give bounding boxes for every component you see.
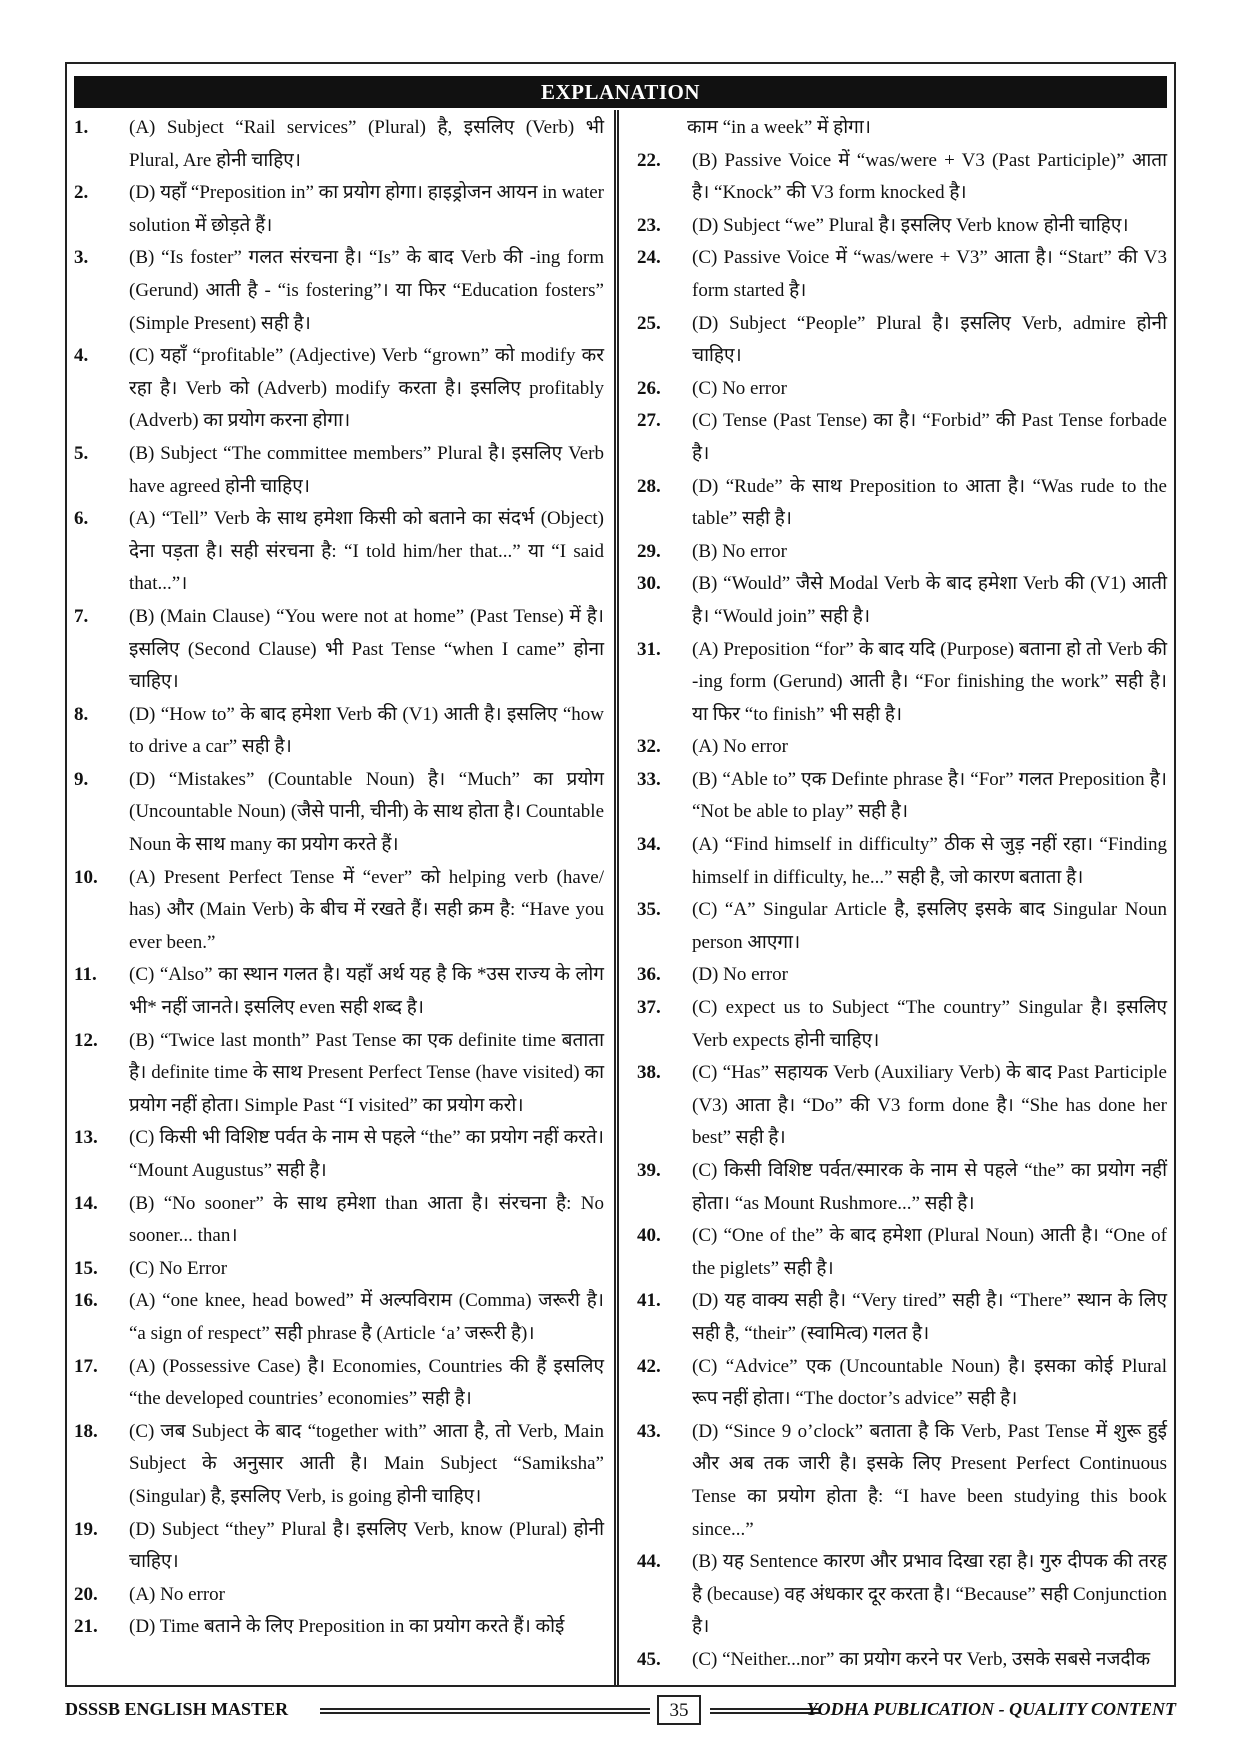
item-text: (B) “Is foster” गलत संरचना है। “Is” के बाद Verb की -ing form (Gerund) आती है - “is fostering”। या फिर “Education fosters” (Simple Present) सही है। [129, 247, 604, 334]
explanation-item [74, 764, 604, 862]
page-footer [65, 1695, 1176, 1729]
item-number: 39. [637, 1160, 661, 1181]
item-number: 16. [74, 1290, 98, 1312]
explanation-item [637, 405, 1167, 470]
item-number: 37. [637, 997, 661, 1019]
item-number: 35. [637, 899, 661, 921]
footer-rule-right [710, 1708, 820, 1714]
explanation-item [74, 959, 604, 1024]
item-text: (A) Present Perfect Tense में “ever” को helping verb (have/ has) और (Main Verb) के बीच में रखते हैं। सही क्रम है: “Have you ever been.” [129, 866, 604, 953]
item-number: 4. [74, 345, 89, 367]
item-text: (B) (Main Clause) “You were not at home” (Past Tense) में है। इसलिए (Second Clause) भी Past Tense “when I came” होना चाहिए। [129, 605, 604, 693]
explanation-item [637, 829, 1167, 894]
footer-rule-left [320, 1708, 650, 1714]
explanation-item [637, 1155, 1167, 1220]
explanation-item [637, 308, 1167, 373]
explanation-item [74, 1188, 604, 1253]
item-text: (A) “Tell” Verb के साथ हमेशा किसी को बताने का संदर्भ (Object) देना पड़ता है। सही संरचना है: “I told him/her that...” या “I said that...”। [129, 508, 604, 595]
explanation-item [74, 112, 604, 177]
explanation-item [637, 1351, 1167, 1416]
item-text: (C) No error [692, 377, 787, 399]
explanation-item [74, 242, 604, 340]
explanation-item [74, 1025, 604, 1123]
item-number: 33. [637, 768, 661, 790]
item-number: 5. [74, 442, 89, 464]
item-text: (B) Passive Voice में “was/were + V3 (Past Participle)” आता है। “Knock” की V3 form knocked है। [692, 149, 1167, 204]
item-number: 40. [637, 1225, 661, 1247]
item-text: (C) जब Subject के बाद “together with” आता है, तो Verb, Main Subject के अनुसार आती है। Main Subject “Samiksha” (Singular) है, इसलिए Verb, is going होनी चाहिए। [129, 1420, 604, 1507]
explanation-item [637, 471, 1167, 536]
item-number: 36. [637, 964, 661, 986]
explanation-item [74, 1285, 604, 1350]
item-text: (A) (Possessive Case) है। Economies, Countries की हैं इसलिए “the developed countries’ economies” सही है। [129, 1355, 604, 1410]
explanation-item [74, 699, 604, 764]
item-number: 38. [637, 1062, 661, 1084]
item-number: 17. [74, 1355, 98, 1377]
item-text: (D) Subject “People” Plural है। इसलिए Verb, admire होनी चाहिए। [692, 312, 1167, 367]
explanation-item [637, 210, 1167, 243]
item-text: (D) यहाँ “Preposition in” का प्रयोग होगा। हाइड्रोजन आयन in water solution में छोड़ते हैं। [129, 182, 604, 236]
item-text: (B) “Twice last month” Past Tense का एक definite time बताता है। definite time के साथ Present Perfect Tense (have visited) का प्रयोग नहीं होता। Simple Past “I visited” का प्रयोग करो। [129, 1029, 604, 1116]
explanation-item [74, 1514, 604, 1579]
explanation-item [74, 177, 604, 242]
item-number: 44. [637, 1551, 661, 1573]
explanation-item [637, 1644, 1167, 1677]
item-text: (C) यहाँ “profitable” (Adjective) Verb “grown” को modify कर रहा है। Verb को (Adverb) modify करता है। इसलिए profitably (Adverb) का प्रयोग करना होगा। [129, 345, 604, 432]
item-number: 28. [637, 475, 661, 497]
explanation-item [74, 340, 604, 438]
left-column [74, 112, 604, 1644]
explanation-item [74, 1253, 604, 1286]
item-text: (D) “Mistakes” (Countable Noun) है। “Much” का प्रयोग (Uncountable Noun) (जैसे पानी, चीनी) के साथ होता है। Countable Noun के साथ many का प्रयोग करते हैं। [129, 768, 604, 856]
item-text: (D) Time बताने के लिए Preposition in का प्रयोग करते हैं। कोई [129, 1616, 565, 1638]
item-text: (B) “No sooner” के साथ हमेशा than आता है। संरचना है: No sooner... than। [129, 1192, 604, 1247]
explanation-item [637, 1546, 1167, 1644]
explanation-item [637, 1416, 1167, 1546]
item-text: (D) “How to” के बाद हमेशा Verb की (V1) आती है। इसलिए “how to drive a car” सही है। [129, 703, 604, 758]
explanation-item [637, 568, 1167, 633]
item-text: (C) expect us to Subject “The country” Singular है। इसलिए Verb expects होनी चाहिए। [692, 997, 1167, 1051]
item-text: (C) No Error [129, 1257, 228, 1279]
explanation-item [637, 145, 1167, 210]
explanation-item [74, 1351, 604, 1416]
item-number: 34. [637, 834, 661, 856]
item-number: 45. [637, 1648, 661, 1670]
item-number: 29. [637, 540, 661, 562]
item-text: (B) यह Sentence कारण और प्रभाव दिखा रहा है। गुरु दीपक की तरह है (because) वह अंधकार दूर करता है। “Because” सही Conjunction है। [692, 1551, 1167, 1638]
explanation-item [637, 894, 1167, 959]
item-number: 20. [74, 1583, 98, 1605]
item-number: 23. [637, 214, 661, 236]
item-text: (D) No error [692, 964, 789, 986]
explanation-item [74, 601, 604, 699]
item-number: 12. [74, 1029, 98, 1051]
explanation-item [74, 1416, 604, 1514]
item-text: (B) “Would” जैसे Modal Verb के बाद हमेशा Verb की (V1) आती है। “Would join” सही है। [692, 573, 1167, 627]
item-number: 1. [74, 117, 89, 138]
item-text: (C) किसी विशिष्ट पर्वत/स्मारक के नाम से पहले “the” का प्रयोग नहीं होता। “as Mount Rushmore...” सही है। [692, 1160, 1167, 1214]
explanation-item [637, 242, 1167, 307]
item-text: (C) “A” Singular Article है, इसलिए इसके बाद Singular Noun person आएगा। [692, 899, 1167, 953]
item-text: (A) No error [129, 1583, 226, 1605]
item-number: 7. [74, 605, 89, 627]
column-divider [614, 110, 619, 1686]
explanation-item [74, 503, 604, 601]
continuation-text: काम “in a week” में होगा। [687, 117, 871, 138]
explanation-item [637, 1220, 1167, 1285]
item-number: 25. [637, 312, 661, 334]
item-text: (C) Tense (Past Tense) का है। “Forbid” की Past Tense forbade है। [692, 410, 1167, 464]
item-number: 9. [74, 768, 89, 790]
item-text: (B) “Able to” एक Definte phrase है। “For” गलत Preposition है। “Not be able to play” सही है। [692, 768, 1167, 823]
item-number: 43. [637, 1420, 661, 1442]
item-number: 42. [637, 1355, 661, 1377]
item-number: 27. [637, 410, 661, 432]
explanation-item [637, 992, 1167, 1057]
item-number: 15. [74, 1257, 98, 1279]
item-number: 21. [74, 1616, 98, 1638]
explanation-item [74, 1579, 604, 1612]
item-number: 3. [74, 247, 89, 269]
item-text: (C) “Also” का स्थान गलत है। यहाँ अर्थ यह है कि *उस राज्य के लोग भी* नहीं जानते। इसलिए even सही शब्द है। [129, 964, 604, 1019]
item-text: (D) “Rude” के साथ Preposition to आता है। “Was rude to the table” सही है। [692, 475, 1167, 530]
item-number: 14. [74, 1192, 98, 1214]
explanation-item [74, 1611, 604, 1644]
item-number: 22. [637, 149, 661, 171]
publisher-tagline: YODHA PUBLICATION - QUALITY CONTENT [806, 1699, 1176, 1719]
page-number: 35 [657, 1695, 701, 1725]
item-text: (C) किसी भी विशिष्ट पर्वत के नाम से पहले “the” का प्रयोग नहीं करते। “Mount Augustus” सही है। [129, 1127, 604, 1181]
item-number: 18. [74, 1420, 98, 1442]
item-number: 2. [74, 182, 89, 204]
explanation-item [637, 959, 1167, 992]
item-number: 6. [74, 508, 89, 530]
item-number: 8. [74, 703, 89, 725]
item-text: (D) यह वाक्य सही है। “Very tired” सही है। “There” स्थान के लिए सही है, “their” (स्वामित्व) गलत है। [692, 1290, 1167, 1344]
explanation-item [637, 1057, 1167, 1155]
item-text: (C) “Advice” एक (Uncountable Noun) है। इसका कोई Plural रूप नहीं होता। “The doctor’s advice” सही है। [692, 1355, 1167, 1410]
item-number: 30. [637, 573, 661, 595]
item-text: (D) “Since 9 o’clock” बताता है कि Verb, Past Tense में शुरू हुई और अब तक जारी है। इसके लिए Present Perfect Continuous Tense का प्रयोग होता है: “I have been studying this book since...” [692, 1420, 1167, 1540]
item-number: 24. [637, 247, 661, 269]
item-text: (C) “Has” सहायक Verb (Auxiliary Verb) के बाद Past Participle (V3) आता है। “Do” की V3 form done है। “She has done her best” सही है। [692, 1062, 1167, 1149]
explanation-item [637, 634, 1167, 732]
explanation-item [637, 1285, 1167, 1350]
item-number: 19. [74, 1518, 98, 1540]
item-text: (B) Subject “The committee members” Plural है। इसलिए Verb have agreed होनी चाहिए। [129, 442, 604, 497]
item-text: (B) No error [692, 540, 787, 562]
item-text: (A) Preposition “for” के बाद यदि (Purpose) बताना हो तो Verb की -ing form (Gerund) आती है। “For finishing the work” सही है। या फिर “to finish” भी सही है। [692, 638, 1167, 725]
explanation-item [637, 764, 1167, 829]
explanation-item [74, 862, 604, 960]
item-text: (A) Subject “Rail services” (Plural) है, इसलिए (Verb) भी Plural, Are होनी चाहिए। [129, 117, 604, 171]
section-title: EXPLANATION [74, 76, 1167, 108]
item-text: (A) “one knee, head bowed” में अल्पविराम (Comma) जरूरी है। “a sign of respect” सही phrase है (Article ‘a’ जरूरी है)। [129, 1290, 604, 1344]
item-text: (C) “Neither...nor” का प्रयोग करने पर Verb, उसके सबसे नजदीक [692, 1648, 1151, 1670]
item-text: (D) Subject “we” Plural है। इसलिए Verb know होनी चाहिए। [692, 214, 1129, 236]
item-number: 13. [74, 1127, 98, 1149]
item-number: 32. [637, 736, 661, 758]
item-text: (C) “One of the” के बाद हमेशा (Plural Noun) आती है। “One of the piglets” सही है। [692, 1225, 1167, 1279]
item-text: (A) No error [692, 736, 789, 758]
item-number: 31. [637, 638, 661, 660]
book-title: DSSSB ENGLISH MASTER [65, 1699, 289, 1719]
item-text: (A) “Find himself in difficulty” ठीक से जुड़ नहीं रहा। “Finding himself in difficulty, he...” सही है, जो कारण बताता है। [692, 834, 1167, 888]
item-number: 26. [637, 377, 661, 399]
item-number: 10. [74, 866, 98, 888]
explanation-item [637, 731, 1167, 764]
item-text: (D) Subject “they” Plural है। इसलिए Verb, know (Plural) होनी चाहिए। [129, 1518, 604, 1573]
explanation-item [74, 438, 604, 503]
right-column [637, 112, 1167, 1677]
item-number: 41. [637, 1290, 661, 1312]
item-number: 11. [74, 964, 97, 986]
item-text: (C) Passive Voice में “was/were + V3” आता है। “Start” की V3 form started है। [692, 247, 1167, 301]
explanation-item [637, 536, 1167, 569]
explanation-item [74, 1122, 604, 1187]
explanation-item [637, 373, 1167, 406]
